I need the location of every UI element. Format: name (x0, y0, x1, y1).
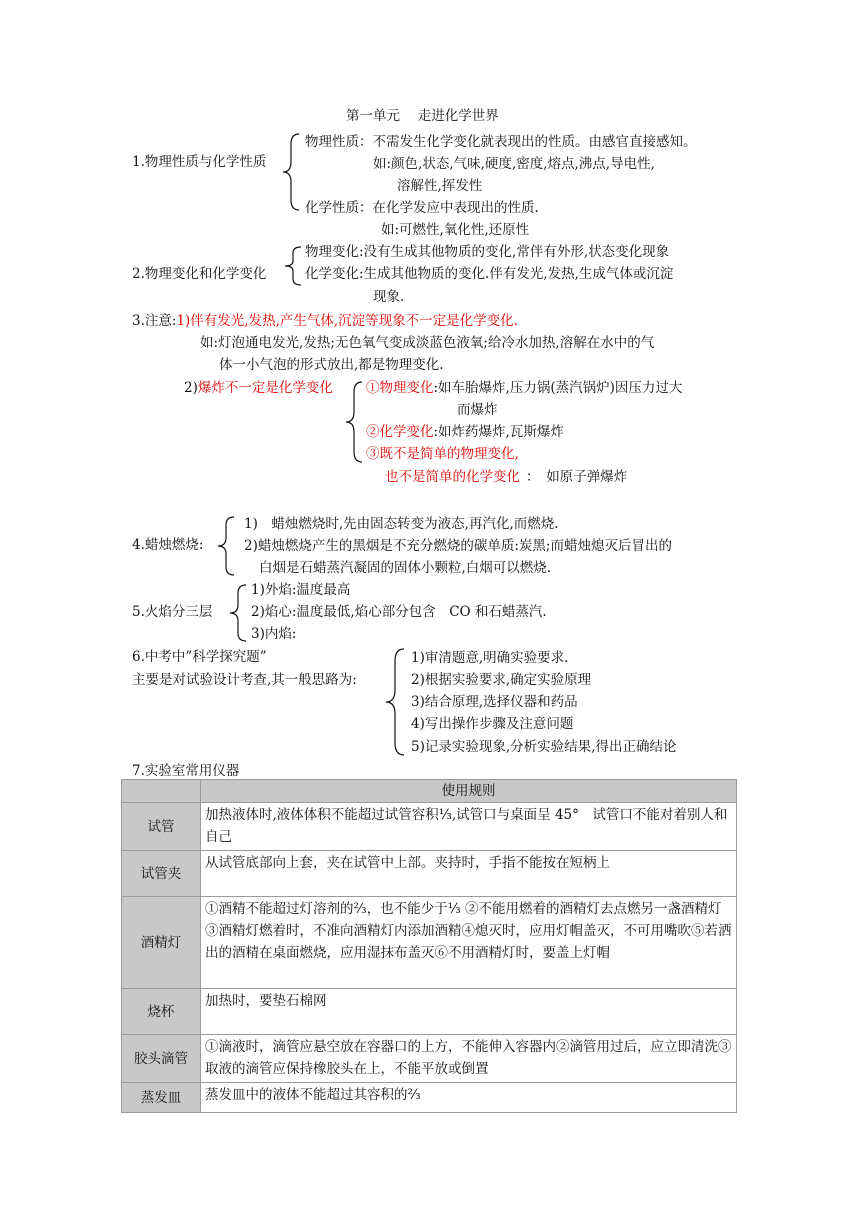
brace-section-4 (216, 515, 236, 577)
candle-item-1: 1) 蜡烛燃烧时,先由固态转变为液态,再汽化,而燃烧. (244, 516, 559, 532)
table-header-row (122, 780, 737, 803)
explosion-physical-label: ①物理变化 (366, 380, 434, 396)
note-2-text: 爆炸不一定是化学变化 (197, 380, 333, 396)
section-4-label: 4.蜡烛燃烧: (132, 537, 204, 553)
physical-property: 物理性质：不需发生化学变化就表现出的性质。由感官直接感知。 (305, 134, 697, 150)
instrument-rule: ①滴液时，滴管应悬空放在容器口的上方，不能伸入容器内②滴管用过后，应立即清洗③取液的滴管应保持橡胶头在上，不能平放或倒置 (201, 1035, 737, 1083)
brace-section-3 (344, 380, 364, 464)
table-row (122, 1083, 737, 1113)
table-row (122, 1035, 737, 1083)
section-1-label: 1.物理性质与化学性质 (132, 154, 267, 170)
instrument-rule: 加热液体时,液体体积不能超过试管容积⅓,试管口与桌面呈 45° 试管口不能对着别人和自己 (201, 803, 737, 851)
chemical-change-2: 现象. (373, 289, 405, 305)
inquiry-step-2: 2)根据实验要求,确定实验原理 (411, 672, 592, 688)
explosion-chemical-label: ②化学变化 (366, 424, 434, 440)
page-title: 第一单元 走进化学世界 (346, 108, 499, 124)
table-row (122, 851, 737, 897)
explosion-neither-label: 也不是简单的化学变化 (385, 469, 520, 485)
instrument-rules-table (121, 779, 737, 1113)
section-2-label: 2.物理变化和化学变化 (132, 266, 267, 282)
inquiry-step-4: 4)写出操作步骤及注意问题 (411, 716, 574, 732)
note-1-text: 1)伴有发光,发热,产生气体,沉淀等现象不一定是化学变化. (176, 313, 518, 329)
explosion-physical (366, 378, 682, 398)
explosion-neither: ③既不是简单的物理变化, (366, 446, 519, 462)
table-row (122, 803, 737, 851)
chemical-property: 化学性质：在化学发应中表现出的性质. (305, 200, 539, 216)
section-5-label: 5.火焰分三层 (132, 604, 213, 620)
brace-section-6 (384, 647, 406, 757)
section-6-label-2: 主要是对试验设计考查,其一般思路为: (132, 672, 357, 688)
chemical-change: 化学变化:生成其他物质的变化.伴有发光,发热,生成气体或沉淀 (305, 266, 674, 282)
instrument-rule: ①酒精不能超过灯溶剂的⅔，也不能少于⅓ ②不能用燃着的酒精灯去点燃另一盏酒精灯③酒精灯燃着时，不准向酒精灯内添加酒精④熄灭时，应用灯帽盖灭，不可用嘴吹⑤若洒出的酒精在桌面燃烧，应用湿抹布盖灭⑥不用酒精灯时，要盖上灯帽 (201, 897, 737, 989)
explosion-neither-text: ： 如原子弹爆炸 (526, 469, 628, 485)
instrument-rule: 从试管底部向上套，夹在试管中上部。夹持时，手指不能按在短柄上 (201, 851, 737, 897)
inquiry-step-5: 5)记录实验现象,分析实验结果,得出正确结论 (411, 739, 677, 755)
instrument-name: 试管 (122, 803, 201, 851)
inquiry-step-1: 1)审清题意,明确实验要求. (411, 650, 569, 666)
section-3-prefix: 3.注意: (132, 313, 177, 329)
explosion-neither-2 (385, 467, 627, 487)
table-row (122, 897, 737, 989)
table-header-rules: 使用规则 (201, 780, 737, 803)
inquiry-step-3: 3)结合原理,选择仪器和药品 (411, 694, 578, 710)
physical-change: 物理变化:没有生成其他物质的变化,常伴有外形,状态变化现象 (305, 244, 670, 260)
explosion-physical-text: :如车胎爆炸,压力锅(蒸汽锅炉)因压力过大 (433, 380, 683, 396)
instrument-rule: 加热时，要垫石棉网 (201, 989, 737, 1035)
table-row (122, 989, 737, 1035)
flame-outer: 1)外焰:温度最高 (251, 582, 351, 598)
note-2 (184, 378, 333, 398)
instrument-name: 蒸发皿 (122, 1083, 201, 1113)
section-3-note-1 (132, 311, 518, 331)
note-1-example-2: 体一小气泡的形式放出,都是物理变化. (219, 357, 444, 373)
note-1-example: 如:灯泡通电发光,发热;无色氧气变成淡蓝色液氧;给冷水加热,溶解在水中的气 (200, 335, 655, 351)
physical-property-examples: 如:颜色,状态,气味,硬度,密度,熔点,沸点,导电性, (373, 156, 655, 172)
brace-section-5 (228, 583, 248, 643)
instrument-name: 胶头滴管 (122, 1035, 201, 1083)
candle-item-2: 2)蜡烛燃烧产生的黑烟是不充分燃烧的碳单质:炭黑;而蜡烛熄灭后冒出的 (244, 538, 672, 554)
table-header-blank (122, 780, 201, 803)
instrument-rule: 蒸发皿中的液体不能超过其容积的⅔ (201, 1083, 737, 1113)
instrument-name: 酒精灯 (122, 897, 201, 989)
instrument-name: 试管夹 (122, 851, 201, 897)
flame-inner: 3)内焰: (251, 626, 297, 642)
explosion-chemical (366, 422, 564, 442)
section-6-label-1: 6.中考中”科学探究题” (132, 649, 267, 665)
chemical-property-examples: 如:可燃性,氧化性,还原性 (381, 222, 530, 238)
explosion-chemical-text: :如炸药爆炸,瓦斯爆炸 (433, 424, 564, 440)
explosion-physical-2: 而爆炸 (457, 402, 498, 418)
brace-section-1 (281, 132, 301, 212)
candle-item-2b: 白烟是石蜡蒸汽凝固的固体小颗粒,白烟可以燃烧. (259, 560, 552, 576)
instrument-name: 烧杯 (122, 989, 201, 1035)
flame-core: 2)焰心:温度最低,焰心部分包含 CO 和石蜡蒸汽. (251, 604, 547, 620)
section-7-label: 7.实验室常用仪器 (132, 763, 240, 779)
physical-property-examples-2: 溶解性,挥发性 (397, 178, 483, 194)
brace-section-2 (283, 245, 303, 287)
note-2-prefix: 2) (184, 380, 198, 396)
